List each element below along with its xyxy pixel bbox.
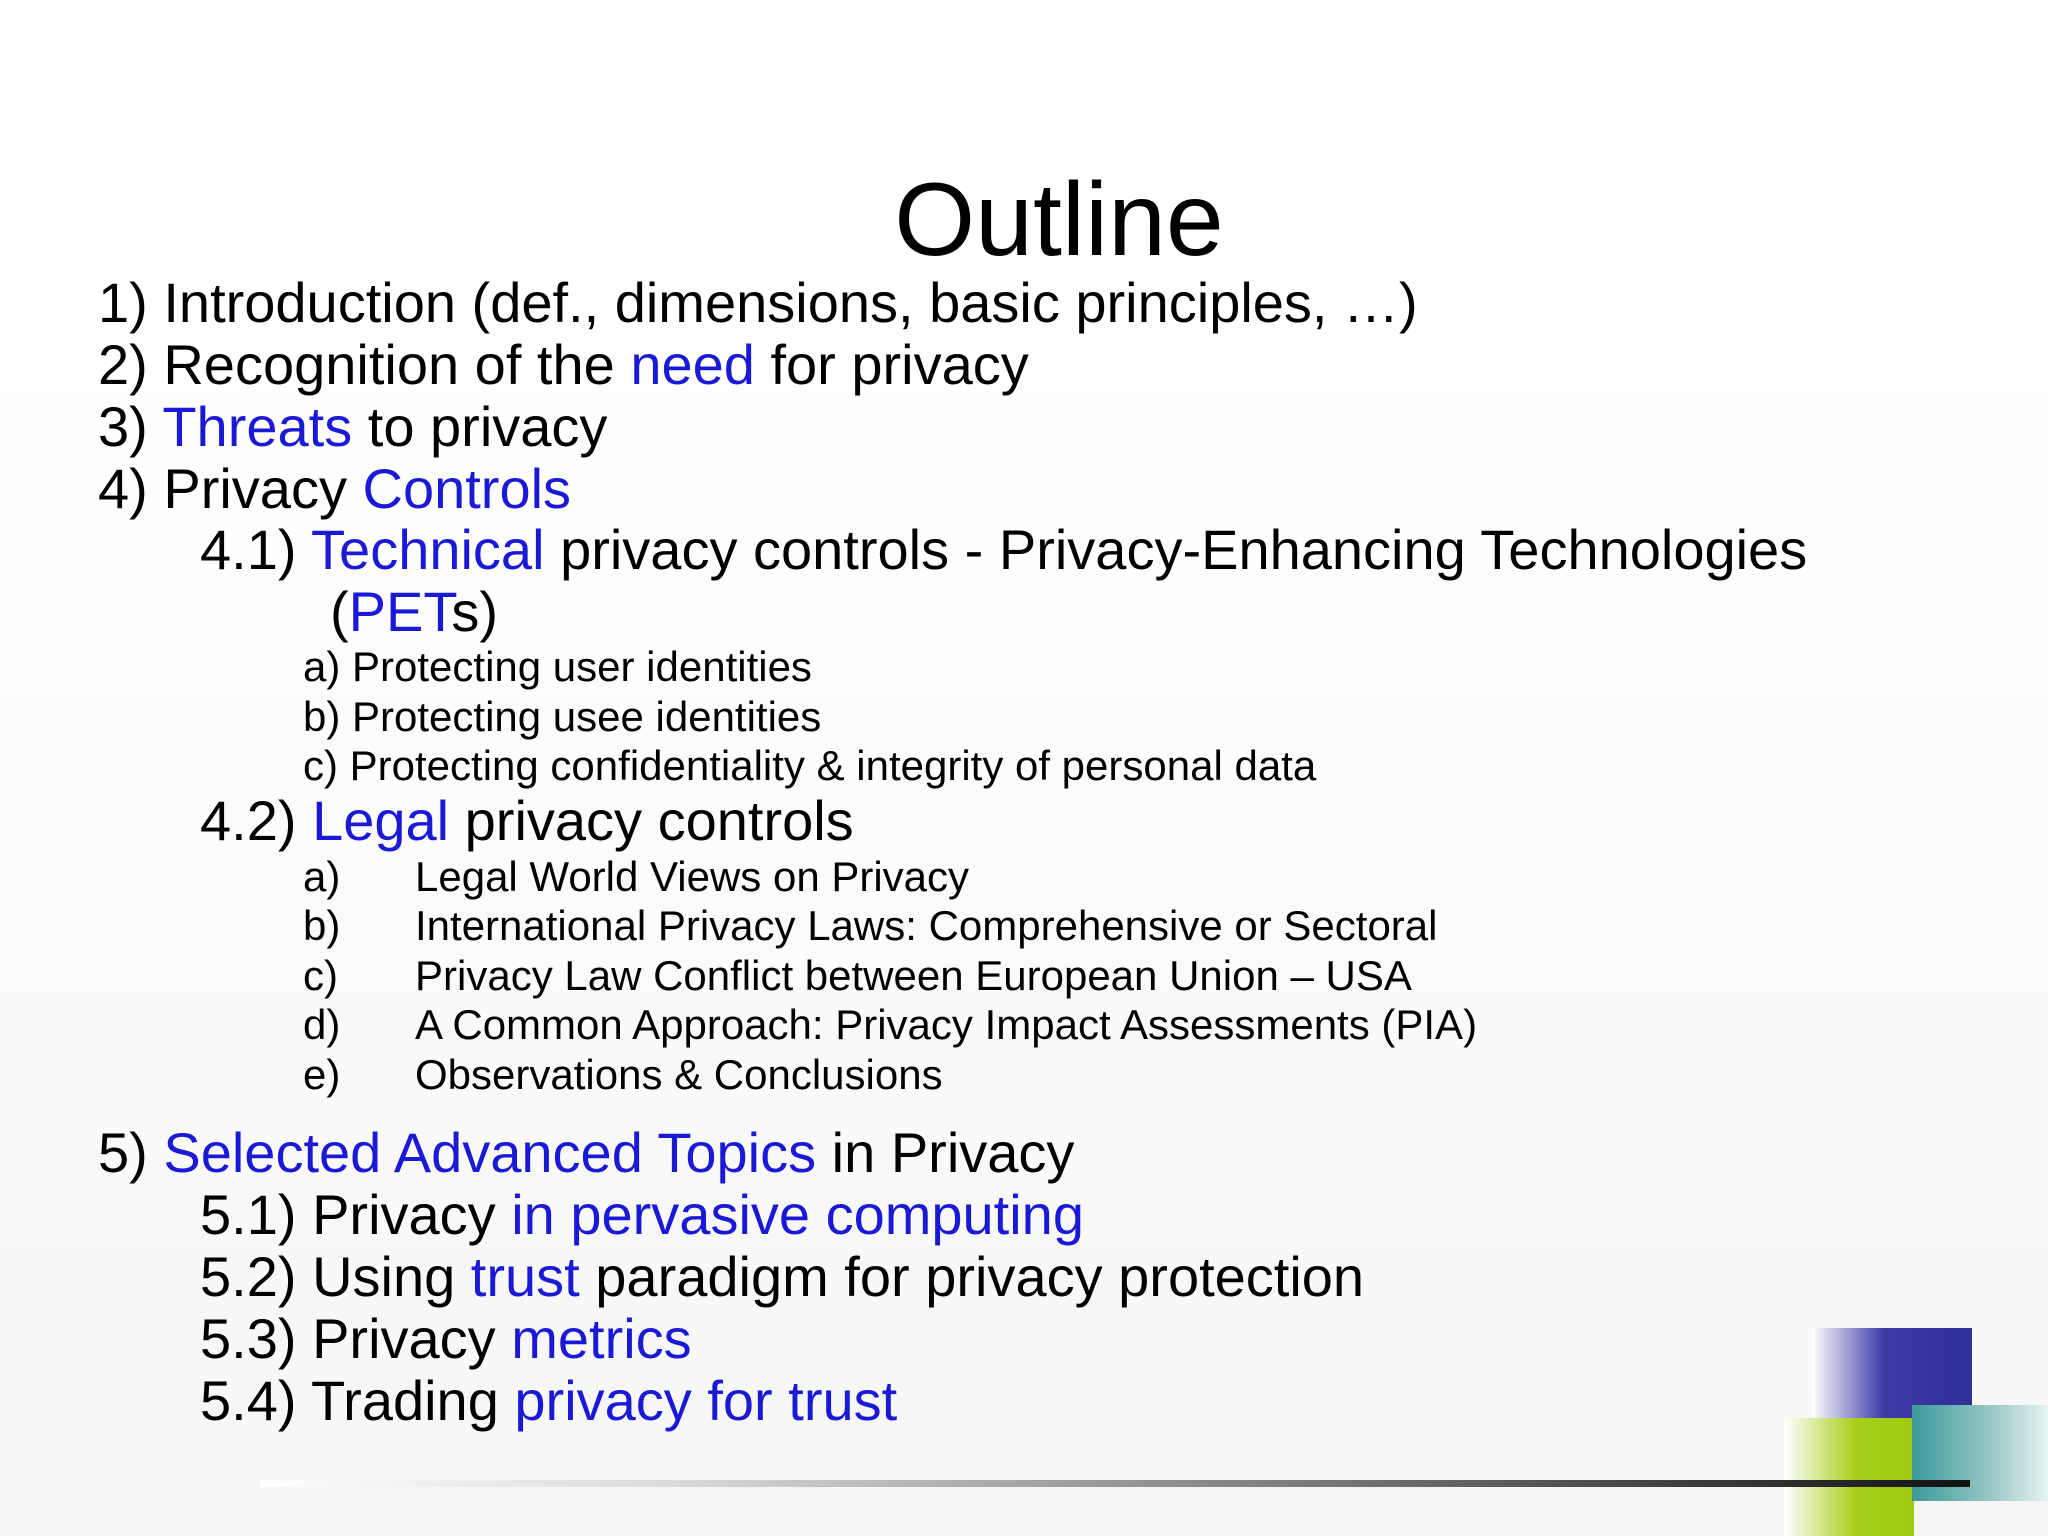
item-highlight: Threats: [162, 395, 353, 458]
item-text: Introduction (def., dimensions, basic principles, …): [163, 271, 1418, 334]
item-number: 3): [98, 395, 163, 458]
decorative-footer-rule: [260, 1480, 1970, 1487]
outline-item-5-3: [200, 1308, 692, 1370]
item-number: 5): [98, 1121, 164, 1184]
item-number: 5.4): [200, 1369, 312, 1432]
item-text: s): [451, 580, 499, 643]
item-text: in Privacy: [816, 1121, 1075, 1184]
item-text: (: [330, 580, 349, 643]
item-enum: c): [303, 952, 338, 999]
outline-item-5-4: [200, 1370, 897, 1432]
outline-subitem-4-2-a: [303, 852, 969, 902]
item-highlight: Technical: [311, 518, 545, 581]
outline-subitem-4-1-b: b) Protecting usee identities: [303, 693, 822, 740]
item-number: 1): [98, 271, 164, 334]
item-highlight: need: [630, 333, 755, 396]
item-text: privacy controls: [449, 789, 854, 852]
outline-item-5-2: [200, 1246, 1364, 1308]
outline-subitem-4-1-a: a) Protecting user identities: [303, 643, 812, 690]
item-text: privacy controls - Privacy-Enhancing Technologies: [544, 518, 1808, 581]
outline-subitem-4-2-c: [303, 951, 1412, 1001]
item-text: International Privacy Laws: Comprehensive or Sectoral: [415, 902, 1438, 949]
outline-item-4-2: [200, 790, 854, 852]
item-highlight: privacy for trust: [514, 1369, 898, 1432]
item-text: Privacy: [312, 1183, 512, 1246]
item-enum: e): [303, 1051, 341, 1098]
outline-item-1: [98, 272, 1418, 334]
item-highlight: PET: [348, 580, 452, 643]
item-enum: b): [303, 902, 341, 949]
item-text: Privacy: [163, 457, 363, 520]
outline-item-2: [98, 334, 1029, 396]
item-text: Using: [312, 1245, 471, 1308]
item-highlight: in pervasive computing: [511, 1183, 1084, 1246]
outline-item-4-1-continuation: [330, 581, 498, 643]
outline-subitem-4-1-c: c) Protecting confidentiality & integrity of personal data: [303, 742, 1317, 789]
item-highlight: trust: [470, 1245, 580, 1308]
item-text: A Common Approach: Privacy Impact Assessments (PIA): [415, 1001, 1478, 1048]
item-text: Privacy Law Conflict between European Union – USA: [415, 952, 1412, 999]
item-text: for privacy: [754, 333, 1029, 396]
item-text: Legal World Views on Privacy: [415, 853, 970, 900]
outline-item-3: [98, 396, 607, 458]
slide-title: Outline: [894, 162, 1224, 278]
outline-subitem-4-2-d: [303, 1000, 1477, 1050]
outline-subitem-4-2-b: [303, 901, 1437, 951]
decorative-green-square: [1784, 1418, 1914, 1536]
outline-item-5-1: [200, 1184, 1084, 1246]
item-text: paradigm for privacy protection: [579, 1245, 1365, 1308]
item-highlight: metrics: [511, 1307, 692, 1370]
item-enum: d): [303, 1001, 341, 1048]
outline-item-4: [98, 458, 571, 520]
item-text: Recognition of the: [163, 333, 631, 396]
item-highlight: Controls: [362, 457, 572, 520]
item-text: Privacy: [312, 1307, 512, 1370]
outline-item-5: [98, 1122, 1074, 1184]
item-number: 4.1): [200, 518, 312, 581]
item-number: 2): [98, 333, 164, 396]
item-highlight: Selected Advanced Topics: [163, 1121, 817, 1184]
item-number: 4): [98, 457, 164, 520]
item-number: 4.2): [200, 789, 313, 852]
item-number: 5.2): [200, 1245, 313, 1308]
outline-item-4-1: [200, 519, 1807, 581]
item-text: Observations & Conclusions: [415, 1051, 943, 1098]
item-highlight: Legal: [312, 789, 450, 852]
item-number: 5.3): [200, 1307, 313, 1370]
item-text: Trading: [311, 1369, 515, 1432]
item-text: to privacy: [352, 395, 608, 458]
item-number: 5.1): [200, 1183, 313, 1246]
item-enum: a): [303, 853, 341, 900]
outline-subitem-4-2-e: [303, 1050, 943, 1100]
